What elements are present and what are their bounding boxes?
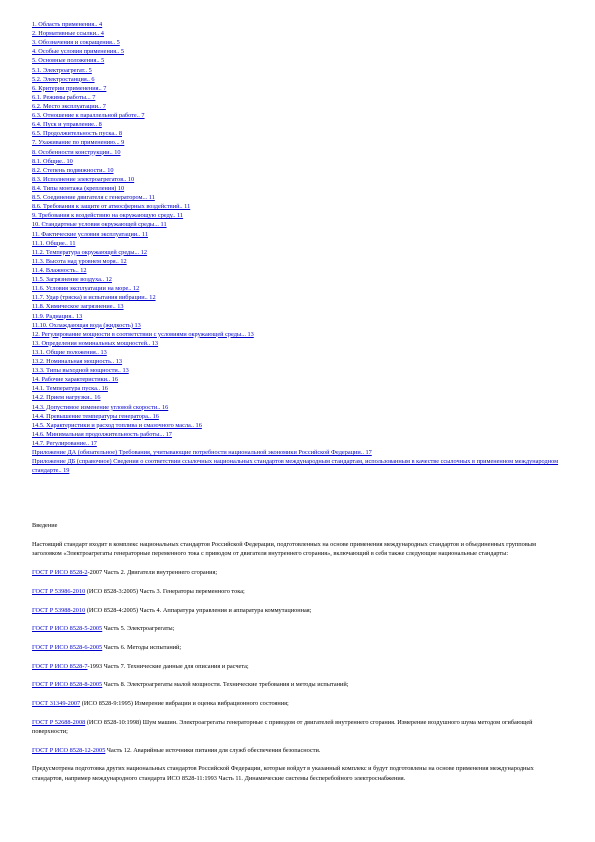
toc-link[interactable]: 13. Определения номинальных мощностей.. 13 <box>32 339 159 347</box>
standard-description: Часть 12. Аварийные источники питания для служб обеспечения безопасности. <box>105 746 321 754</box>
toc-link[interactable]: 2. Нормативные ссылки.. 4 <box>32 30 104 38</box>
standard-description: -1993 Часть 7. Технические данные для описания и расчета; <box>87 662 249 670</box>
standard-description: (ИСО 8528-4:2005) Часть 4. Аппаратура управления и аппаратура коммутационная; <box>85 606 312 614</box>
standards-reference-list <box>32 568 566 755</box>
toc-link[interactable]: 14. Рабочие характеристики.. 16 <box>32 376 119 384</box>
toc-link[interactable]: Приложение ДБ (справочное) Сведения о соответствии ссылочных национальных стандартов международным стандартам, использованным в качестве ссылочных в примененном международном стандарте.. 19 <box>32 458 559 475</box>
standard-link[interactable]: ГОСТ Р ИСО 8528-2 <box>32 569 88 577</box>
standard-reference <box>32 587 566 596</box>
toc-link[interactable]: 13.1. Общие положения.. 13 <box>32 348 107 356</box>
standard-reference <box>32 718 566 736</box>
standard-link[interactable]: ГОСТ Р ИСО 8528-7 <box>32 662 88 670</box>
toc-link[interactable]: 4. Особые условия применения.. 5 <box>32 48 124 56</box>
toc-link[interactable]: 7. Ухаживание по применению... 9 <box>32 139 125 147</box>
toc-link[interactable]: 13.2. Номинальная мощность.. 13 <box>32 358 123 366</box>
closing-paragraph: Предусмотрена подготовка других национальных стандартов Российской Федерации, которые войдут в указанный комплекс и будут подготовлены на основе применения международных стандартов, например международного стандарта ИСО 8528-11:1993 Часть 11. Динамические системы бесперебойного электроснабжения. <box>32 765 534 782</box>
toc-link[interactable]: 14.7. Регулирование.. 17 <box>32 440 97 448</box>
toc-link[interactable]: 14.5. Характеристики и расход топлива и смазочного масла.. 16 <box>32 421 202 429</box>
standard-link[interactable]: ГОСТ Р 53986-2010 <box>32 587 86 595</box>
standard-reference <box>32 624 566 633</box>
toc-link[interactable]: 11.6. Условия эксплуатации на море.. 12 <box>32 285 140 293</box>
toc-link[interactable]: 12. Регулирование мощности в соответствии с условиями окружающей среды... 13 <box>32 330 254 338</box>
standard-description: (ИСО 8528-9:1995) Измерение вибрации и оценка вибрационного состояния; <box>80 700 289 708</box>
standard-link[interactable]: ГОСТ Р ИСО 8528-8-2005 <box>32 681 103 689</box>
standard-link[interactable]: ГОСТ 31349-2007 <box>32 700 81 708</box>
toc-link[interactable]: 5. Основные положения.. 5 <box>32 57 105 65</box>
toc-link[interactable]: 6. Критерии применения.. 7 <box>32 84 107 92</box>
toc-link[interactable]: 5.1. Электроагрегат.. 5 <box>32 66 92 74</box>
toc-link[interactable]: 8.1. Общие.. 10 <box>32 157 73 165</box>
toc-link[interactable]: 5.2. Электростанция.. 6 <box>32 75 95 83</box>
toc-link[interactable]: 3. Обозначения и сокращения.. 5 <box>32 39 120 47</box>
standard-description: Часть 6. Методы испытаний; <box>102 643 182 651</box>
toc-link[interactable]: 11.5. Загрязнение воздуха.. 12 <box>32 276 112 284</box>
toc-link[interactable]: 14.2. Прием нагрузки.. 16 <box>32 394 101 402</box>
toc-link[interactable]: 8. Особенности конструкции.. 10 <box>32 148 121 156</box>
toc-link[interactable]: 8.2. Степень подвижности.. 10 <box>32 166 114 174</box>
standard-description: -2007 Часть 2. Двигатели внутреннего сгорания; <box>87 569 218 577</box>
standard-description: (ИСО 8528-10:1998) Шум машин. Электроагрегаты генераторные с приводом от двигателей внутреннего сгорания. Измерение воздушного шума методом огибающей поверхности; <box>32 718 533 735</box>
standard-reference <box>32 606 566 615</box>
standard-link[interactable]: ГОСТ Р ИСО 8528-12-2005 <box>32 746 106 754</box>
section-heading: Введение <box>32 522 58 529</box>
standard-reference <box>32 568 566 577</box>
standard-reference <box>32 746 566 755</box>
toc-link[interactable]: 14.4. Превышение температуры генератора.. 16 <box>32 412 159 420</box>
standard-description: (ИСО 8528-3:2005) Часть 3. Генераторы переменного тока; <box>85 587 245 595</box>
standard-description: Часть 5. Электроагрегаты; <box>102 625 175 633</box>
standard-link[interactable]: ГОСТ Р 53988-2010 <box>32 606 86 614</box>
toc-link[interactable]: 11.4. Влажность.. 12 <box>32 266 87 274</box>
toc-link[interactable]: 6.4. Пуск и управление.. 8 <box>32 121 102 129</box>
toc-link[interactable]: 6.3. Отношение к параллельной работе.. 7 <box>32 112 145 120</box>
standard-reference <box>32 643 566 652</box>
toc-link[interactable]: 11.2. Температура окружающей среды... 12 <box>32 248 148 256</box>
toc-link[interactable]: 8.4. Типы монтажа (крепления) 10 <box>32 184 125 192</box>
toc-link[interactable]: 11.9. Радиация.. 13 <box>32 312 83 320</box>
toc-link[interactable]: 1. Область применения.. 4 <box>32 21 103 28</box>
standard-link[interactable]: ГОСТ Р ИСО 8528-5-2005 <box>32 625 103 633</box>
toc-link[interactable]: 6.5. Продолжительность пуска.. 8 <box>32 130 122 138</box>
toc-link[interactable]: 11. Фактические условия эксплуатации.. 11 <box>32 230 148 238</box>
toc-link[interactable]: 9. Требования к воздействию на окружающую среду.. 11 <box>32 212 184 220</box>
toc-link[interactable]: 14.3. Допустимое изменение угловой скорости.. 16 <box>32 403 169 411</box>
toc-link[interactable]: 11.10. Охлаждающая вода (жидкость) 13 <box>32 321 141 329</box>
toc-link[interactable]: 8.3. Исполнение электроагрегатов.. 10 <box>32 175 135 183</box>
toc-link[interactable]: 11.3. Высота над уровнем моря.. 12 <box>32 257 127 265</box>
toc-link[interactable]: 11.1. Общие.. 11 <box>32 239 76 247</box>
toc-link[interactable]: Приложение ДА (обязательное) Требования, учитывающие потребности национальной экономики Российской Федерации.. 17 <box>32 449 372 457</box>
toc-link[interactable]: 10. Стандартные условия окружающей среды... 11 <box>32 221 167 229</box>
toc-link[interactable]: 6.1. Режимы работы... 7 <box>32 93 96 101</box>
toc-link[interactable]: 13.3. Типы выходной мощности.. 13 <box>32 367 129 375</box>
standard-link[interactable]: ГОСТ Р 52688-2008 <box>32 718 86 726</box>
intro-paragraph: Настоящий стандарт входит в комплекс национальных стандартов Российской Федерации, подготовленных на основе применения международных стандартов и объединенных групповым заголовком «Электроагрегаты генераторные переменного тока с приводом от двигателя внутреннего сгорания», включающий в себя также следующие национальные стандарты: <box>32 541 537 558</box>
table-of-contents <box>32 20 572 476</box>
introduction-section <box>32 521 566 792</box>
toc-link[interactable]: 11.7. Удар (тряска) и испытания вибрации.. 12 <box>32 294 156 302</box>
toc-link[interactable]: 8.5. Соединение двигателя с генератором... 11 <box>32 194 155 202</box>
toc-link[interactable]: 8.6. Требования к защите от атмосферных воздействий.. 11 <box>32 203 191 211</box>
standard-reference <box>32 662 566 671</box>
toc-link[interactable]: 11.8. Химическое загрязнение.. 13 <box>32 303 124 311</box>
toc-link[interactable]: 6.2. Место эксплуатации.. 7 <box>32 102 106 110</box>
standard-link[interactable]: ГОСТ Р ИСО 8528-6-2005 <box>32 643 103 651</box>
standard-description: Часть 8. Электроагрегаты малой мощности. Технические требования и методы испытаний; <box>102 681 349 689</box>
standard-reference <box>32 699 566 708</box>
toc-link[interactable]: 14.1. Температура пуска.. 16 <box>32 385 108 393</box>
toc-link[interactable]: 14.6. Минимальная продолжительность работы... 17 <box>32 430 172 438</box>
standard-reference <box>32 680 566 689</box>
